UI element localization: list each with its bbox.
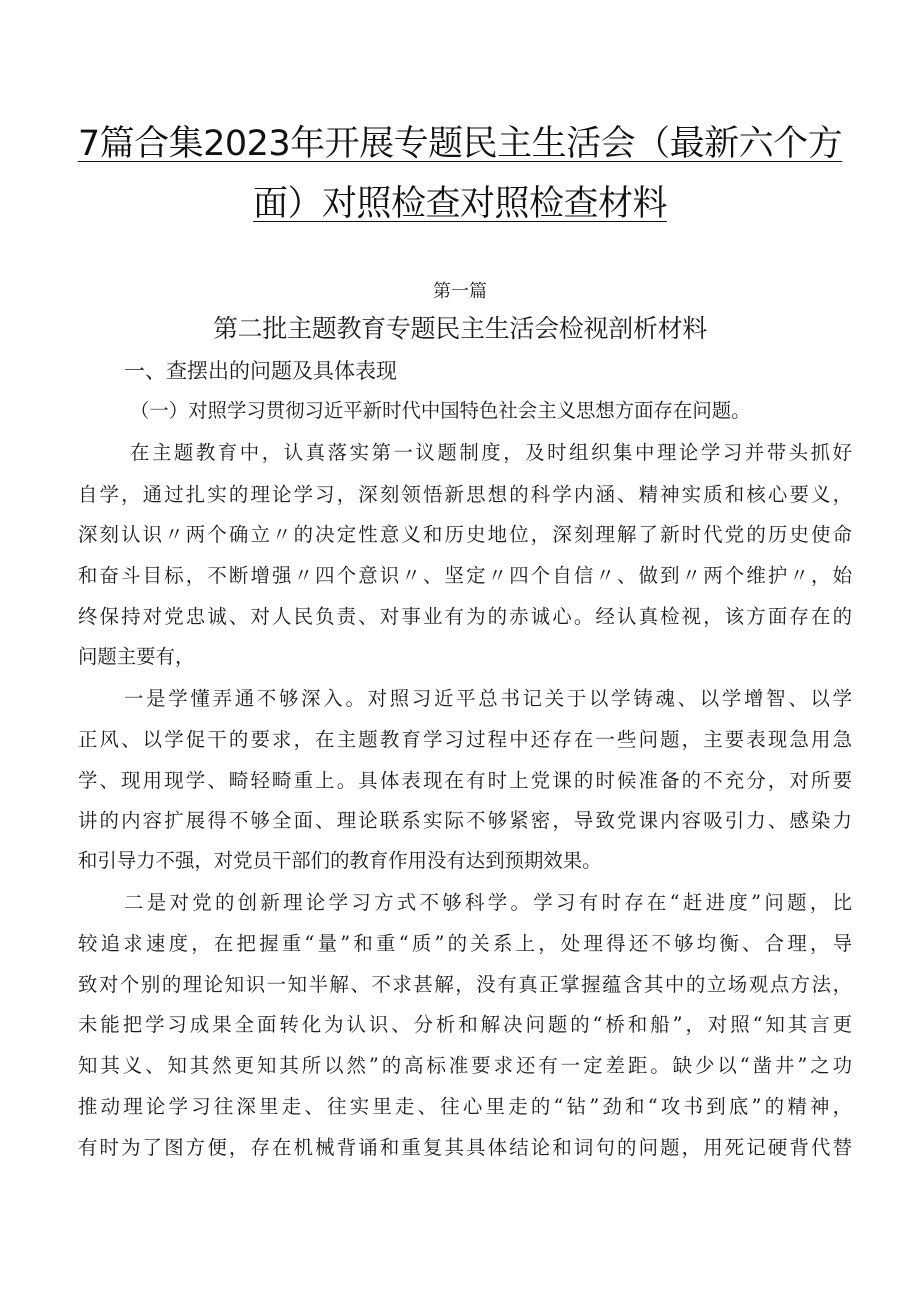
section-subtitle: 第二批主题教育专题民主生活会检视剖析材料 — [212, 314, 707, 343]
heading-problems: 一、查摆出的问题及具体表现 — [124, 359, 397, 383]
paragraph-line: 正风、以学促干的要求，在主题教育学习过程中还存在一些问题，主要表现急用急 — [78, 728, 852, 751]
sub-heading: （一）对照学习贯彻习近平新时代中国特色社会主义思想方面存在问题。 — [130, 399, 751, 422]
paragraph-line: 知其义、知其然更知其所以然”的高标准要求还有一定差距。缺少以“凿井”之功 — [78, 1054, 852, 1077]
paragraph-line: 自学，通过扎实的理论学习，深刻领悟新思想的科学内涵、精神实质和核心要义， — [78, 483, 852, 506]
paragraph-line: 未能把学习成果全面转化为认识、分析和解决问题的“桥和船”，对照“知其言更 — [78, 1013, 852, 1036]
paragraph-line: 有时为了图方便，存在机械背诵和重复其具体结论和词句的问题，用死记硬背代替 — [78, 1136, 852, 1159]
document-title-line-2: 面）对照检查对照检查材料 — [252, 184, 667, 224]
paragraph-line: 问题主要有， — [78, 645, 195, 668]
paragraph-line: 一是学懂弄通不够深入。对照习近平总书记关于以学铸魂、以学增智、以学 — [124, 687, 852, 710]
paragraph-line: 二是对党的创新理论学习方式不够科学。学习有时存在“赶进度”问题，比 — [124, 891, 852, 914]
paragraph-line: 较追求速度，在把握重“量”和重“质”的关系上，处理得还不够均衡、合理，导 — [78, 932, 852, 955]
paragraph-line: 讲的内容扩展得不够全面、理论联系实际不够紧密，导致党课内容吸引力、感染力 — [78, 809, 852, 832]
paragraph-line: 推动理论学习往深里走、往实里走、往心里走的“钻”劲和“攻书到底”的精神， — [78, 1095, 852, 1118]
paragraph-line: 致对个别的理论知识一知半解、不求甚解，没有真正掌握蕴含其中的立场观点方法， — [78, 973, 852, 996]
paragraph-line: 在主题教育中，认真落实第一议题制度，及时组织集中理论学习并带头抓好 — [130, 441, 852, 464]
paragraph-line: 学、现用现学、畸轻畸重上。具体表现在有时上党课的时候准备的不充分，对所要 — [78, 769, 852, 792]
paragraph-line: 终保持对党忠诚、对人民负责、对事业有为的赤诚心。经认真检视，该方面存在的 — [78, 605, 852, 628]
paragraph-line: 和奋斗目标，不断增强〃四个意识〃、坚定〃四个自信〃、做到〃两个维护〃，始 — [78, 564, 852, 587]
paragraph-line: 深刻认识〃两个确立〃的决定性意义和历史地位，深刻理解了新时代党的历史使命 — [78, 523, 852, 546]
document-title-line-1: 7篇合集2023年开展专题民主生活会（最新六个方 — [77, 124, 843, 164]
chapter-label: 第一篇 — [433, 281, 487, 302]
paragraph-line: 和引导力不强，对党员干部们的教育作用没有达到预期效果。 — [78, 849, 602, 872]
